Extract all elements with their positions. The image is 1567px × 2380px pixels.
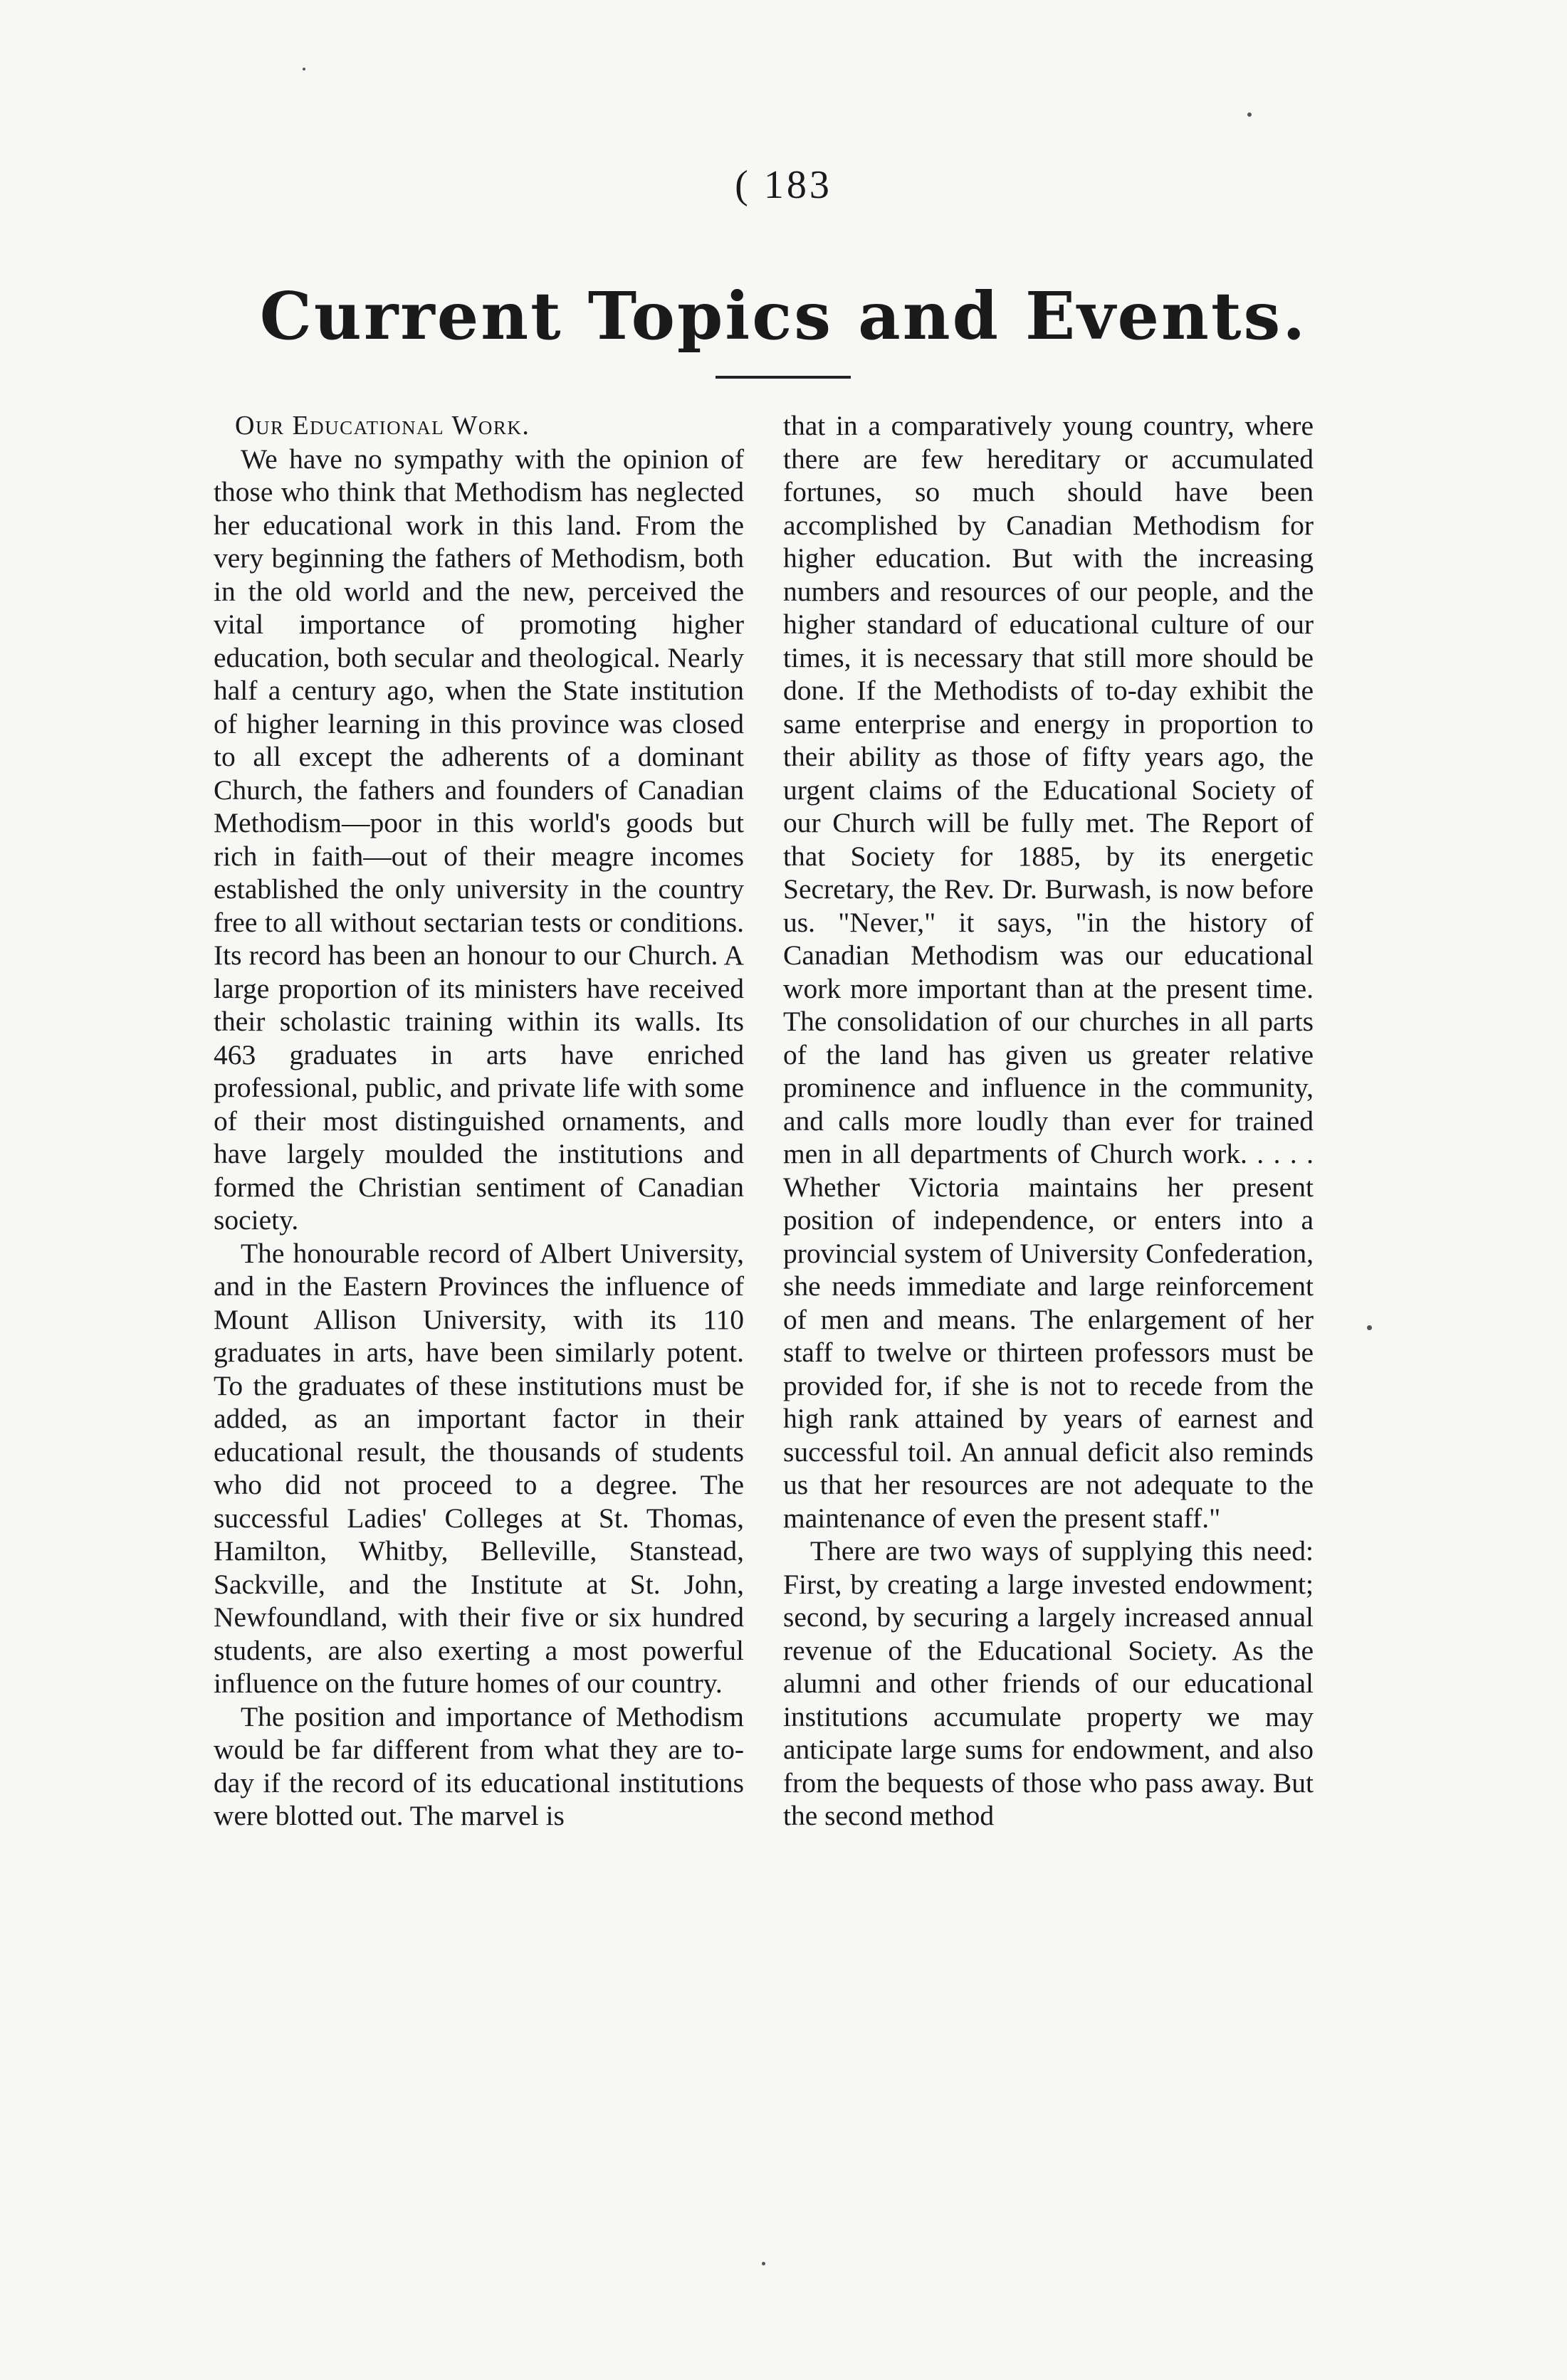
- paragraph: The position and importance of Methodism would be far different from what they are to-day if the record of its educational institutions were blotted out. The marvel is: [214, 1700, 744, 1831]
- right-column: [783, 409, 1314, 1833]
- scan-speck: [303, 68, 305, 70]
- scan-speck: [1247, 112, 1252, 117]
- scan-speck: [1367, 1325, 1372, 1330]
- paragraph: We have no sympathy with the opinion of those who think that Methodism has neglected her educational work in this land. From the very beginning the fathers of Methodism, both in the old world and the new, perceived the vital importance of promoting higher education, both secular and theological. Nearly half a century ago, when the State institution of higher learning in this province was closed to all except the adherents of a dominant Church, the fathers and founders of Canadian Methodism—poor in this world's goods but rich in faith—out of their meagre incomes established the only university in the country free to all without sectarian tests or conditions. Its record has been an honour to our Church. A large proportion of its ministers have received their scholastic training within its walls. Its 463 graduates in arts have enriched professional, public, and private life with some of their most distinguished ornaments, and have largely moulded the institutions and formed the Christian sentiment of Canadian society.: [214, 443, 744, 1236]
- title-divider: [716, 376, 851, 379]
- scan-speck: [762, 2262, 765, 2265]
- paragraph: There are two ways of supplying this need: First, by creating a large invested endowment; second, by securing a largely increased annual revenue of the Educational Society. As the alumni and other friends of our educational institutions accumulate property we may anticipate large sums for endowment, and also from the bequests of those who pass away. But the second method: [783, 1535, 1314, 1831]
- paragraph: The honourable record of Albert University, and in the Eastern Provinces the influence of Mount Allison University, with its 110 graduates in arts, have been similarly potent. To the graduates of these institutions must be added, as an important factor in their educational result, the thousands of students who did not proceed to a degree. The successful Ladies' Colleges at St. Thomas, Hamilton, Whitby, Belleville, Stanstead, Sackville, and the Institute at St. John, Newfoundland, with their five or six hundred students, are also exerting a most powerful influence on the future homes of our country.: [214, 1237, 744, 1699]
- left-column: [214, 409, 744, 1833]
- section-heading: Our Educational Work.: [235, 411, 530, 441]
- page-number: ( 183: [735, 163, 832, 207]
- page-title: Current Topics and Events.: [259, 278, 1308, 354]
- paragraph: that in a comparatively young country, where there are few hereditary or accumulated fortunes, so much should have been accomplished by Canadian Methodism for higher education. But with the increasing numbers and resources of our people, and the higher standard of educational culture of our times, it is necessary that still more should be done. If the Methodists of to-day exhibit the same enterprise and energy in proportion to their ability as those of fifty years ago, the urgent claims of the Educational Society of our Church will be fully met. The Report of that Society for 1885, by its energetic Secretary, the Rev. Dr. Burwash, is now before us. "Never," it says, "in the history of Canadian Methodism was our educational work more important than at the present time. The consolidation of our churches in all parts of the land has given us greater relative prominence and influence in the community, and calls more loudly than ever for trained men in all departments of Church work. . . . . Whether Victoria maintains her present position of independence, or enters into a provincial system of University Confederation, she needs immediate and large reinforcement of men and means. The enlargement of her staff to twelve or thirteen professors must be provided for, if she is not to recede from the high rank attained by years of earnest and successful toil. An annual deficit also reminds us that her resources are not adequate to the maintenance of even the present staff.": [783, 410, 1314, 1534]
